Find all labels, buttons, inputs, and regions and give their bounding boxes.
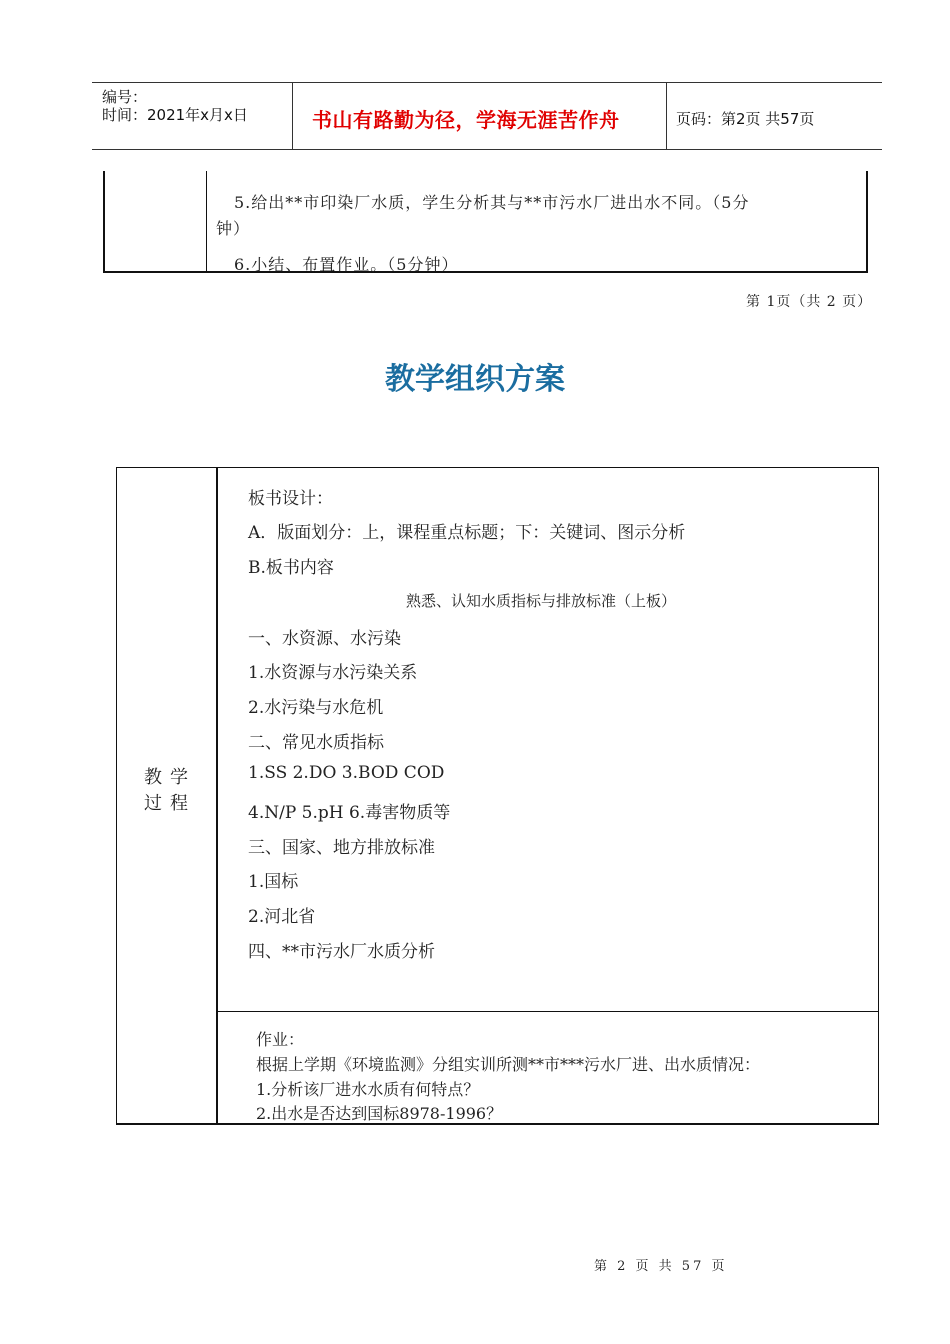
board-subtitle: 熟悉、认知水质指标与排放标准（上板）: [406, 592, 677, 610]
outline-item: 四、**市污水厂水质分析: [248, 942, 435, 962]
outline-item: 1.水资源与水污染关系: [248, 663, 418, 683]
doc-time-label: 时间：2021年x月x日: [102, 106, 248, 124]
homework-line: 1.分析该厂进水水质有何特点？: [256, 1080, 480, 1099]
plan-table-column-divider: [216, 467, 218, 1125]
outline-item: 一、水资源、水污染: [248, 629, 401, 649]
header-bottom-rule: [92, 149, 882, 150]
step-5-text-cont: 钟）: [216, 219, 251, 238]
outline-item: 2.河北省: [248, 907, 316, 927]
plan-table-row-divider: [217, 1011, 879, 1012]
outline-item: 三、国家、地方排放标准: [248, 838, 435, 858]
page-footer: 第 2 页 共 57 页: [594, 1259, 728, 1274]
outline-item: 1.国标: [248, 872, 299, 892]
homework-heading: 作业：: [256, 1030, 305, 1049]
doc-number-label: 编号：: [102, 88, 148, 106]
plan-table: [116, 467, 879, 1125]
continuation-table-divider: [206, 171, 207, 273]
outline-item: 二、常见水质指标: [248, 733, 384, 753]
homework-line: 根据上学期《环境监测》分组实训所测**市***污水厂进、出水质情况：: [256, 1055, 761, 1074]
step-6-text: 6.小结、布置作业。（5分钟）: [234, 255, 459, 274]
side-label-teaching: 教学: [144, 767, 196, 788]
header-divider: [292, 82, 293, 149]
side-label-process: 过程: [144, 793, 196, 814]
outline-item: 2.水污染与水危机: [248, 698, 384, 718]
homework-line: 2.出水是否达到国标8978-1996？: [256, 1104, 503, 1123]
board-layout-line: A．版面划分：上，课程重点标题；下：关键词、图示分析: [248, 523, 686, 543]
header-page-code: 页码：第2页 共57页: [676, 110, 815, 128]
outline-item: 4.N/P 5.pH 6.毒害物质等: [248, 803, 451, 823]
header-top-rule: [92, 82, 882, 83]
header-motto: 书山有路勤为径，学海无涯苦作舟: [312, 108, 620, 132]
step-5-text: 5.给出**市印染厂水质，学生分析其与**市污水厂进出水不同。（5分: [234, 193, 750, 212]
board-content-heading: B.板书内容: [248, 558, 334, 578]
page-mark: 第 1页（共 2 页）: [746, 294, 873, 310]
board-design-heading: 板书设计：: [248, 489, 333, 509]
page-title: 教学组织方案: [385, 362, 565, 397]
outline-item: 1.SS 2.DO 3.BOD COD: [248, 763, 445, 783]
header-divider: [666, 82, 667, 149]
